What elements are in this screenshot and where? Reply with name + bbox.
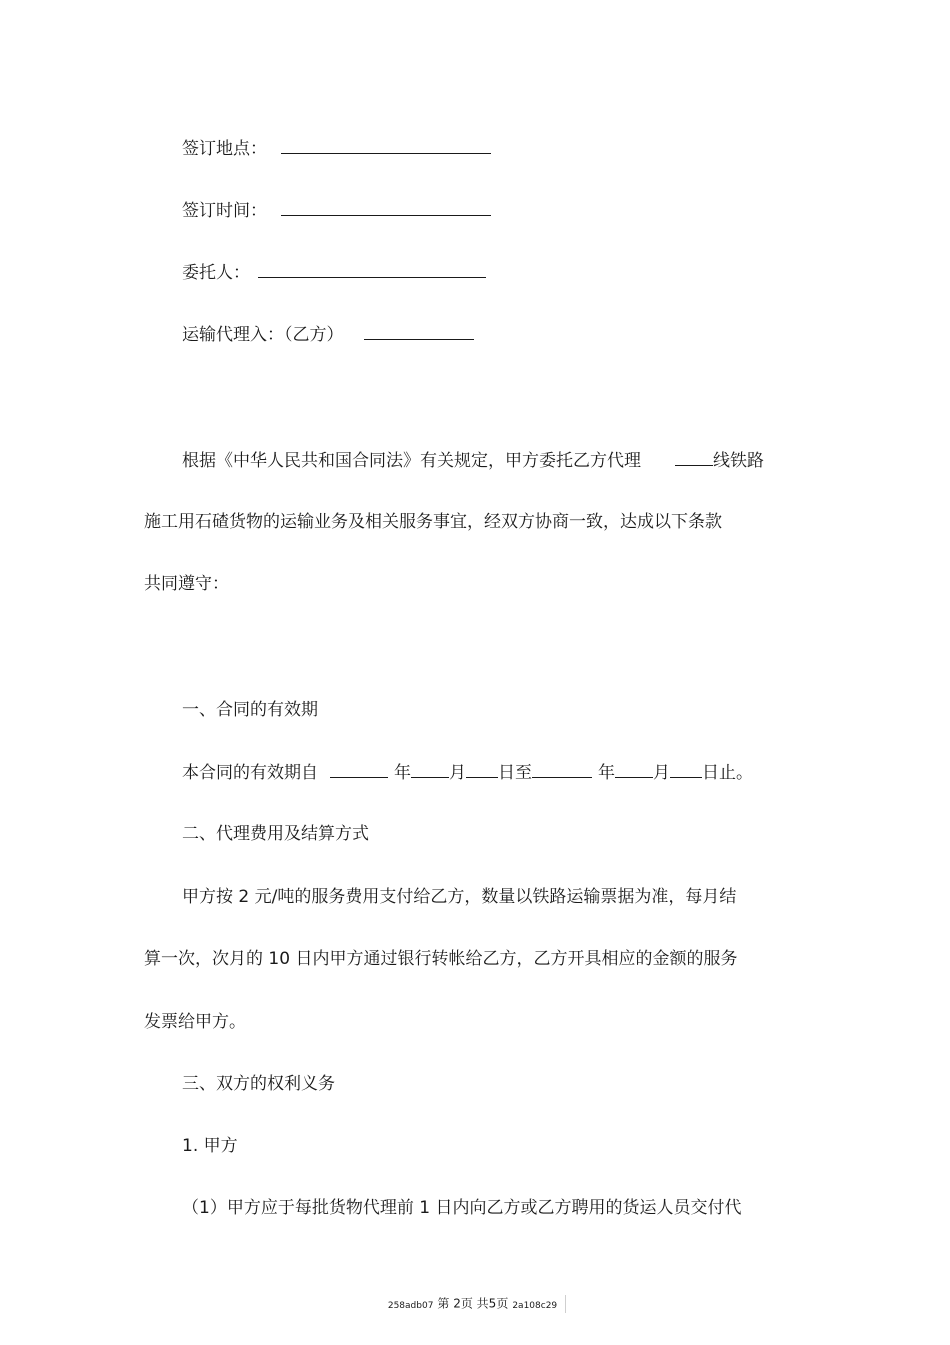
end-day-label: 日止。 <box>702 763 753 783</box>
section-2-heading: 二、代理费用及结算方式 <box>182 824 369 844</box>
agent-label: 运输代理入：（乙方） <box>182 325 344 345</box>
fee-line-2: 算一次，次月的 10 日内甲方通过银行转帐给乙方，乙方开具相应的金额的服务 <box>144 949 738 969</box>
start-year-label: 年 <box>394 763 411 783</box>
validity-period-row <box>182 760 753 785</box>
section-1-heading: 一、合同的有效期 <box>182 700 318 720</box>
end-month-label: 月 <box>653 763 670 783</box>
footer-divider <box>565 1295 566 1313</box>
end-month-blank <box>615 760 653 778</box>
end-year-blank <box>532 760 592 778</box>
end-day-blank <box>670 760 702 778</box>
signing-time-row <box>182 198 491 223</box>
railway-line-blank <box>675 448 713 466</box>
start-day-label: 日至 <box>498 763 532 783</box>
party-a-subheading: 1. 甲方 <box>182 1136 238 1156</box>
page-number: 第 2页 共5页 <box>437 1296 509 1311</box>
page-footer <box>0 1295 950 1314</box>
start-month-label: 月 <box>449 763 466 783</box>
intro-line-1 <box>182 448 764 473</box>
validity-text: 本合同的有效期自 <box>182 763 318 783</box>
signing-place-label: 签订地点： <box>182 139 267 159</box>
client-blank <box>258 260 486 278</box>
start-month-blank <box>411 760 449 778</box>
client-label: 委托人： <box>182 263 250 283</box>
start-year-blank <box>330 760 388 778</box>
agent-row <box>182 322 474 347</box>
end-year-label: 年 <box>598 763 615 783</box>
agent-blank <box>364 322 474 340</box>
signing-place-row <box>182 136 491 161</box>
footer-right-code: 2a108c29 <box>512 1300 558 1311</box>
signing-time-label: 签订时间： <box>182 201 267 221</box>
fee-line-3: 发票给甲方。 <box>144 1012 246 1032</box>
signing-time-blank <box>281 198 491 216</box>
intro-line-2: 施工用石碴货物的运输业务及相关服务事宜，经双方协商一致，达成以下条款 <box>144 512 722 532</box>
footer-left-code: 258adb07 <box>387 1300 434 1311</box>
party-a-item-1: （1）甲方应于每批货物代理前 1 日内向乙方或乙方聘用的货运人员交付代 <box>182 1198 742 1218</box>
fee-line-1: 甲方按 2 元/吨的服务费用支付给乙方，数量以铁路运输票据为准，每月结 <box>182 887 737 907</box>
section-3-heading: 三、双方的权利义务 <box>182 1074 335 1094</box>
client-row <box>182 260 486 285</box>
intro-line-1-text: 根据《中华人民共和国合同法》有关规定，甲方委托乙方代理 <box>182 451 641 471</box>
intro-line-1-end: 线铁路 <box>713 451 764 471</box>
start-day-blank <box>466 760 498 778</box>
signing-place-blank <box>281 136 491 154</box>
intro-line-3: 共同遵守： <box>144 574 229 594</box>
